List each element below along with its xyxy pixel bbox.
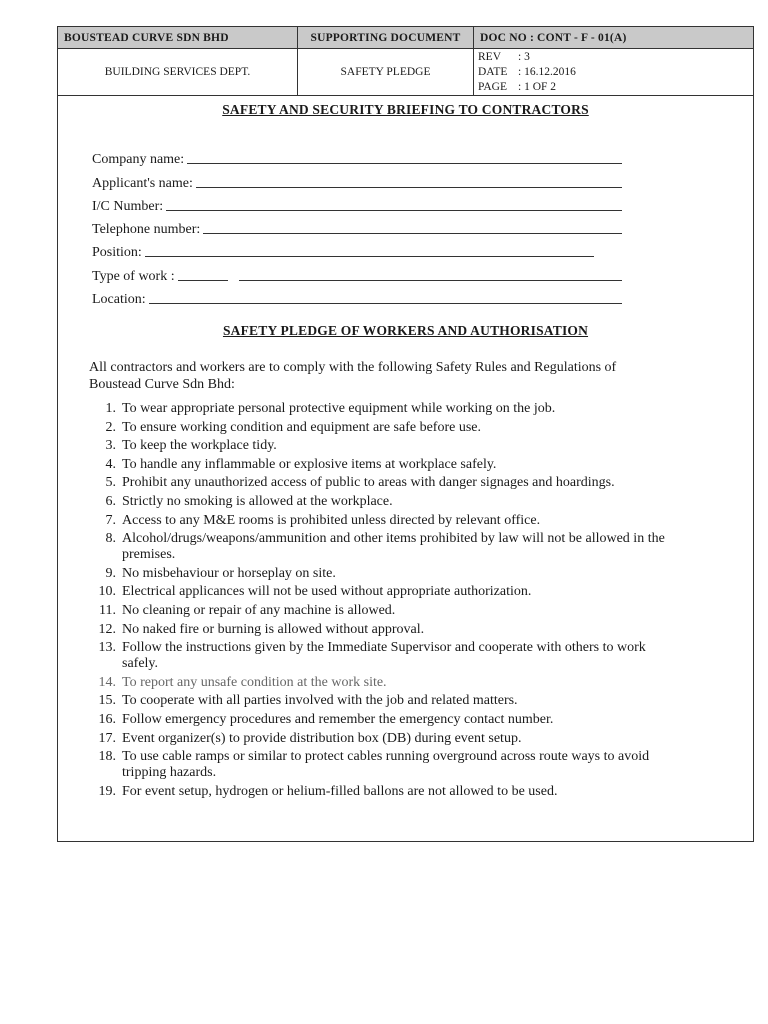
rule-number: 4.	[105, 456, 116, 472]
company-name: BOUSTEAD CURVE SDN BHD	[64, 31, 229, 44]
rule-item	[82, 712, 672, 728]
rev-label: REV	[478, 50, 501, 63]
rule-text: To handle any inflammable or explosive items at workplace safely.	[122, 456, 497, 472]
rule-text: To keep the workplace tidy.	[122, 438, 277, 454]
position-field[interactable]	[92, 238, 622, 261]
rule-item	[82, 457, 672, 473]
rule-item	[82, 749, 672, 781]
rule-number: 17.	[98, 730, 116, 746]
doc-meta-cell	[474, 49, 753, 95]
rule-item	[82, 513, 672, 529]
applicant-name-line[interactable]	[196, 186, 622, 188]
telephone-line[interactable]	[203, 232, 622, 234]
position-label: Position:	[92, 245, 142, 261]
rule-text: To cooperate with all parties involved with the job and related matters.	[122, 693, 518, 709]
type-of-work-line[interactable]	[178, 279, 228, 281]
rule-number: 9.	[105, 565, 116, 581]
company-name-field[interactable]	[92, 145, 622, 168]
rule-number: 6.	[105, 493, 116, 509]
position-line[interactable]	[145, 255, 594, 257]
rule-item	[82, 401, 672, 417]
rule-text: Electrical applicances will not be used without appropriate authorization.	[122, 584, 532, 600]
rule-number: 10.	[98, 584, 116, 600]
rule-item	[82, 420, 672, 436]
applicant-name-label: Applicant's name:	[92, 175, 193, 191]
ic-number-label: I/C Number:	[92, 198, 164, 214]
rule-number: 3.	[105, 438, 116, 454]
rule-number: 19.	[98, 783, 116, 799]
rule-item	[82, 622, 672, 638]
rule-item	[82, 494, 672, 510]
intro-text: All contractors and workers are to comply with the following Safety Rules and Regulations of Boustead Curve Sdn Bhd:	[89, 360, 617, 392]
doc-type-cell	[298, 27, 474, 49]
rule-item	[82, 584, 672, 600]
rule-text: Follow emergency procedures and remember the emergency contact number.	[122, 711, 554, 727]
doc-name-cell	[298, 49, 474, 95]
ic-number-field[interactable]	[92, 192, 622, 215]
rule-text: Event organizer(s) to provide distribution box (DB) during event setup.	[122, 730, 522, 746]
rule-item	[82, 475, 672, 491]
rule-text: Follow the instructions given by the Immediate Supervisor and cooperate with others to work safely.	[122, 640, 646, 672]
rule-number: 18.	[98, 749, 116, 765]
page-row	[478, 80, 556, 95]
rule-number: 1.	[105, 401, 116, 416]
document-header	[58, 27, 753, 96]
rule-number: 8.	[105, 531, 116, 547]
rev-value: : 3	[518, 50, 530, 63]
company-name-line[interactable]	[187, 162, 622, 164]
rule-item	[82, 603, 672, 619]
briefing-title: SAFETY AND SECURITY BRIEFING TO CONTRACTORS	[222, 102, 589, 117]
rule-item	[82, 438, 672, 454]
safety-rules-list	[82, 401, 672, 802]
rule-number: 12.	[98, 621, 116, 637]
telephone-label: Telephone number:	[92, 222, 201, 238]
rule-text: Prohibit any unauthorized access of public to areas with danger signages and hoardings.	[122, 475, 615, 491]
rule-number: 5.	[105, 475, 116, 491]
rev-row	[478, 50, 530, 65]
location-label: Location:	[92, 292, 146, 308]
rule-number: 7.	[105, 512, 116, 528]
type-of-work-field[interactable]	[92, 261, 622, 284]
rule-text: To report any unsafe condition at the work site.	[122, 674, 387, 690]
rule-number: 13.	[98, 640, 116, 656]
rule-item	[82, 693, 672, 709]
applicant-name-field[interactable]	[92, 168, 622, 191]
rule-number: 15.	[98, 693, 116, 709]
date-label: DATE	[478, 65, 508, 78]
date-value: : 16.12.2016	[518, 65, 576, 78]
rule-number: 16.	[98, 711, 116, 727]
rule-number: 14.	[98, 674, 116, 690]
rule-text: To ensure working condition and equipment are safe before use.	[122, 419, 482, 435]
rule-number: 2.	[105, 419, 116, 435]
rule-number: 11.	[99, 602, 116, 618]
rule-item	[82, 731, 672, 747]
rule-text: No cleaning or repair of any machine is allowed.	[122, 602, 396, 618]
rule-text: Access to any M&E rooms is prohibited unless directed by relevant office.	[122, 512, 541, 528]
rule-item	[82, 784, 672, 800]
company-name-label: Company name:	[92, 152, 185, 168]
pledge-title: SAFETY PLEDGE OF WORKERS AND AUTHORISATION	[222, 323, 589, 338]
rule-text: No naked fire or burning is allowed without approval.	[122, 621, 425, 637]
type-of-work-line-2[interactable]	[239, 279, 622, 281]
type-of-work-label: Type of work :	[92, 268, 175, 284]
contractor-form	[92, 145, 622, 308]
doc-number: DOC NO : CONT - F - 01(A)	[480, 31, 627, 44]
rule-text: To use cable ramps or similar to protect cables running overground across route ways to avoid tripping hazards.	[122, 749, 650, 781]
company-cell	[58, 27, 298, 49]
document-page	[57, 26, 754, 842]
ic-number-line[interactable]	[166, 209, 622, 211]
doc-no-cell	[474, 27, 753, 49]
rule-item	[82, 640, 672, 672]
rule-text: No misbehaviour or horseplay on site.	[122, 565, 336, 581]
rule-text: For event setup, hydrogen or helium-filled ballons are not allowed to be used.	[122, 783, 558, 799]
doc-type: SUPPORTING DOCUMENT	[310, 31, 461, 44]
dept-cell	[58, 49, 298, 95]
page-value: : 1 OF 2	[518, 80, 557, 93]
location-field[interactable]	[92, 285, 622, 308]
location-line[interactable]	[149, 302, 622, 304]
document-name: SAFETY PLEDGE	[340, 66, 431, 78]
rule-item	[82, 675, 672, 691]
rule-text: Strictly no smoking is allowed at the workplace.	[122, 493, 393, 509]
rule-text: Alcohol/drugs/weapons/ammunition and other items prohibited by law will not be allowed in the premises.	[122, 531, 665, 563]
department: BUILDING SERVICES DEPT.	[104, 66, 251, 78]
rule-item	[82, 531, 672, 563]
telephone-field[interactable]	[92, 215, 622, 238]
rule-text: To wear appropriate personal protective equipment while working on the job.	[122, 401, 556, 416]
page-label: PAGE	[478, 80, 507, 93]
date-row	[478, 65, 576, 80]
rule-item	[82, 566, 672, 582]
